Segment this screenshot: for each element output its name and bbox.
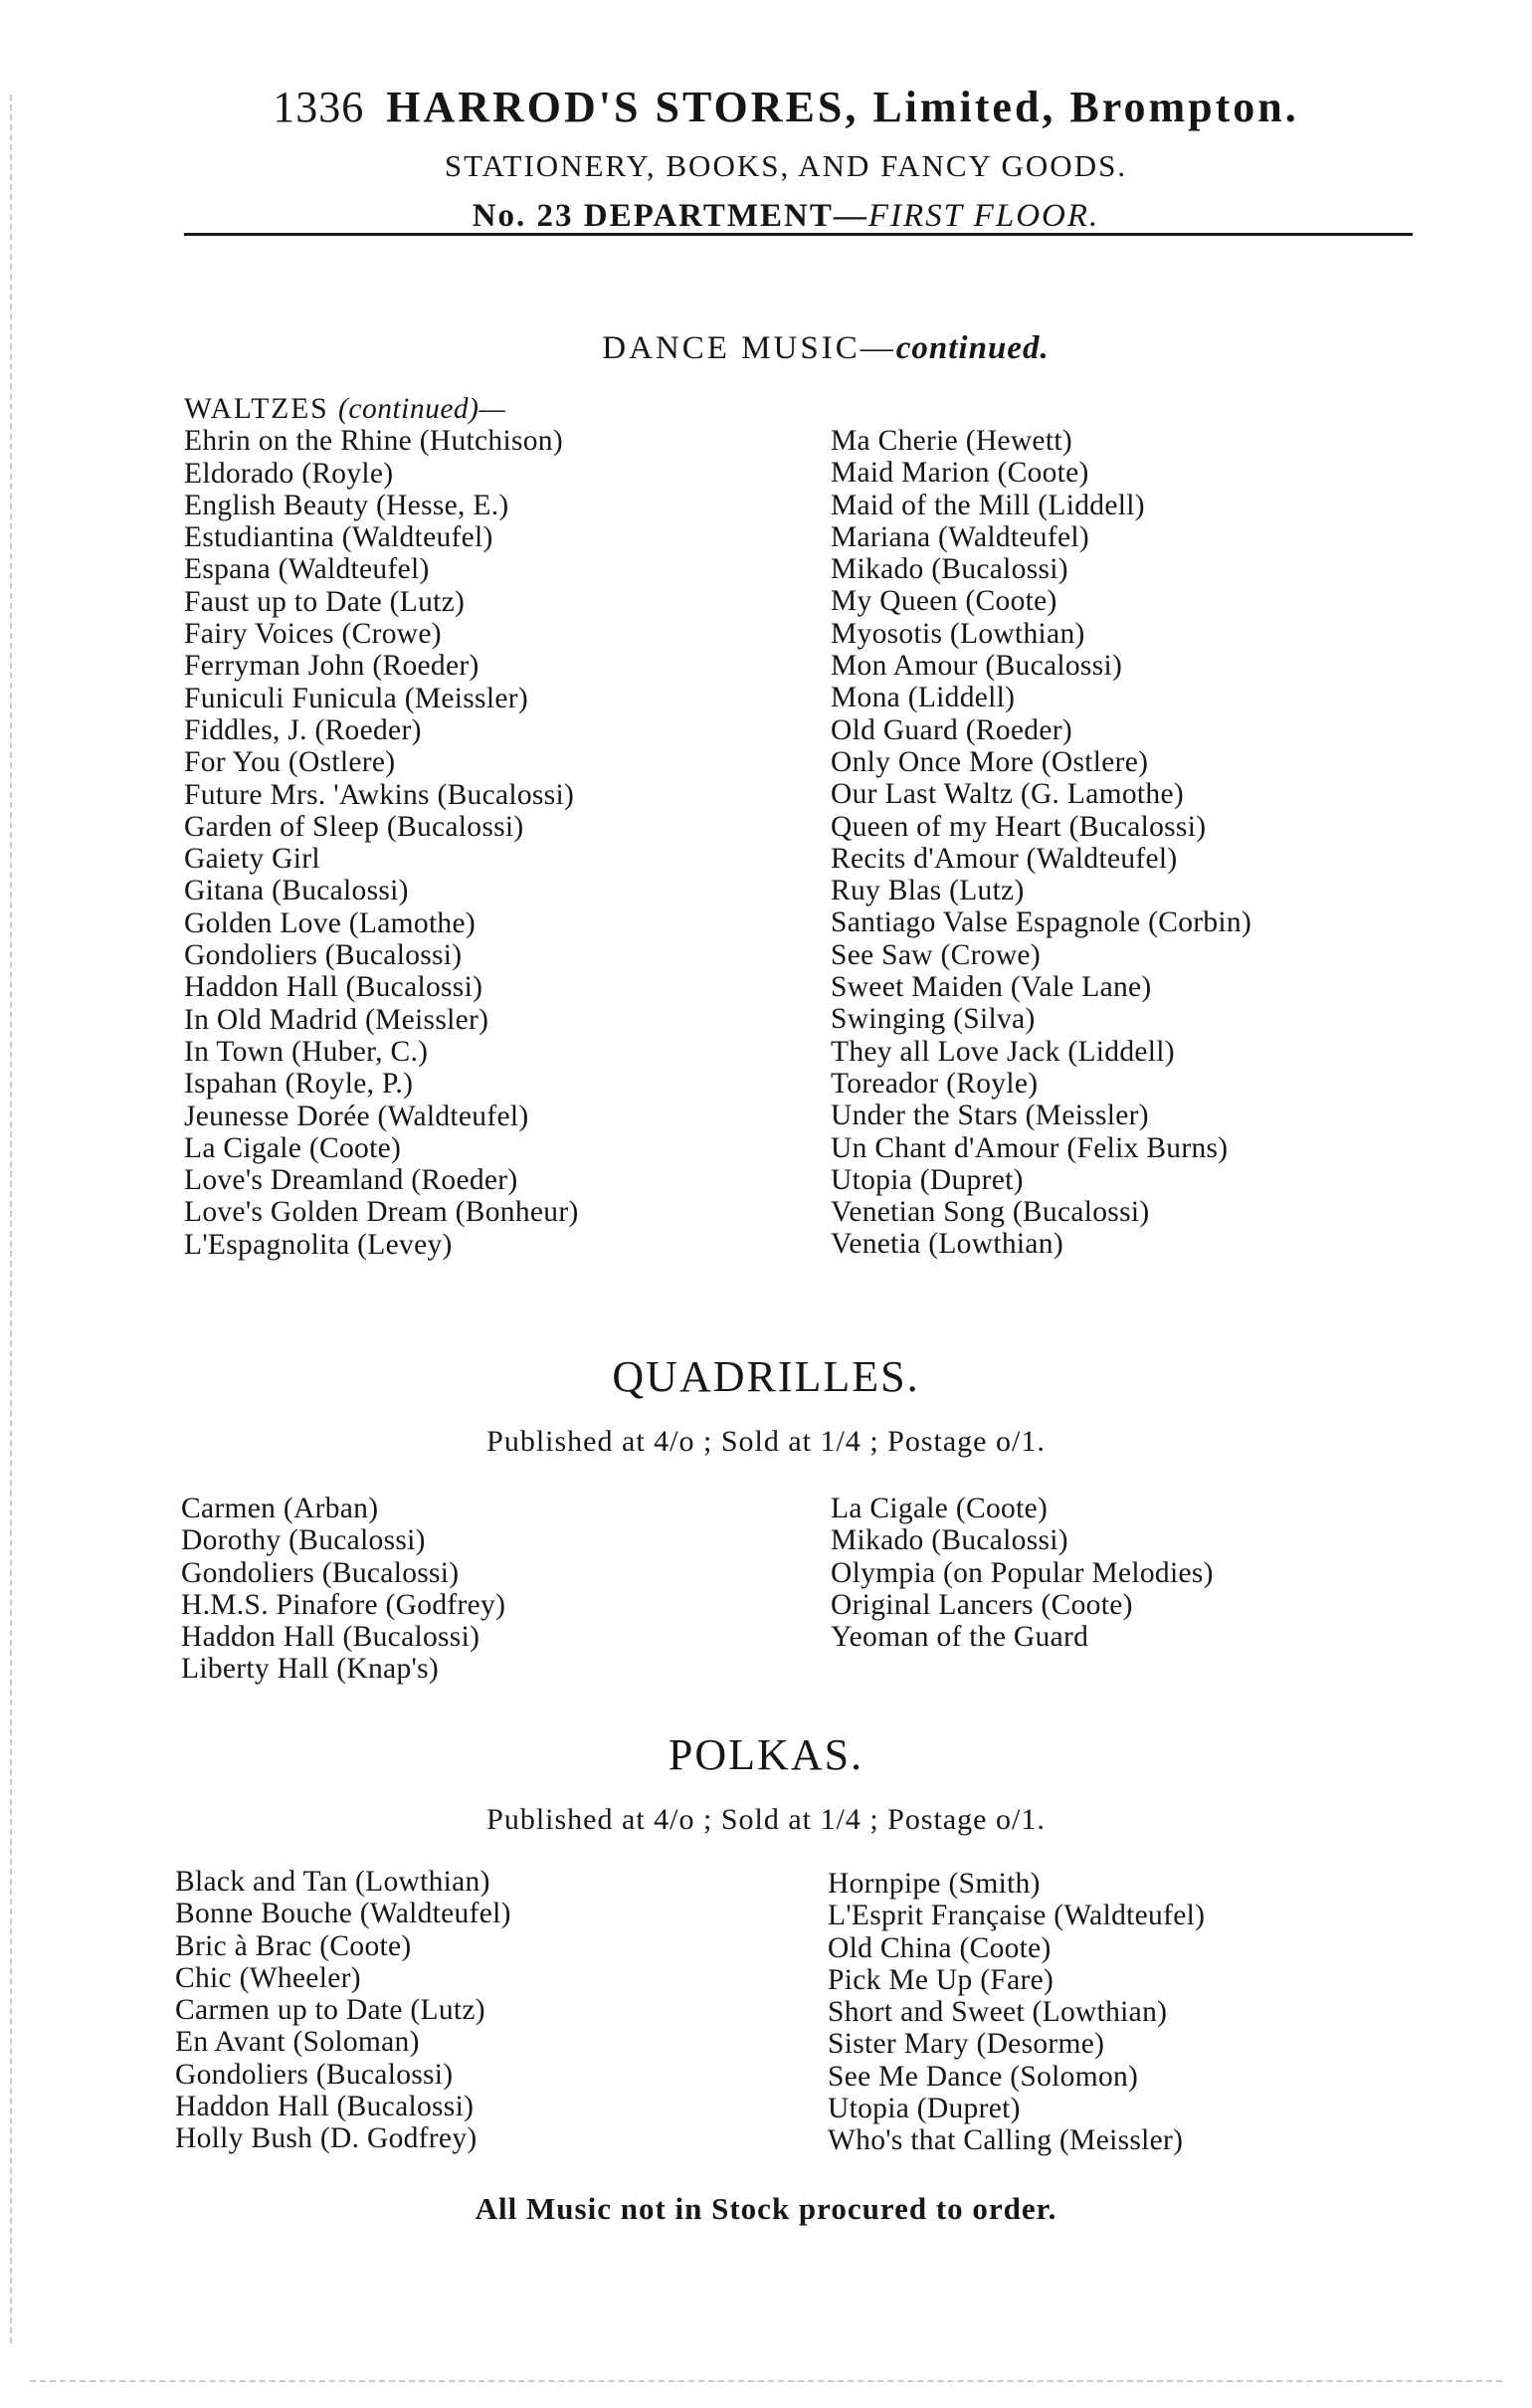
- list-item: Short and Sweet (Lowthian): [828, 1996, 1168, 2029]
- waltzes-right-list: [831, 425, 1251, 1261]
- list-item: Mikado (Bucalossi): [831, 553, 1068, 586]
- list-item: Carmen (Arban): [181, 1493, 379, 1524]
- quadrilles-title: QUADRILLES.: [612, 1352, 920, 1401]
- list-item: Gondoliers (Bucalossi): [175, 2058, 454, 2091]
- page-header: [169, 82, 1403, 235]
- list-item: Pick Me Up (Fare): [828, 1963, 1054, 1996]
- list-item: Haddon Hall (Bucalossi): [181, 1621, 480, 1654]
- list-item: Faust up to Date (Lutz): [184, 585, 466, 618]
- polkas-price: Published at 4/o ; Sold at 1/4 ; Postage o/1.: [486, 1803, 1046, 1836]
- list-item: Queen of my Heart (Bucalossi): [831, 810, 1207, 843]
- list-item: Bonne Bouche (Waldteufel): [175, 1898, 511, 1930]
- list-item: Ruy Blas (Lutz): [831, 875, 1025, 907]
- quadrilles-right-column: [831, 1493, 1214, 1653]
- store-name: HARROD'S STORES, Limited, Brompton.: [386, 83, 1299, 131]
- list-item: H.M.S. Pinafore (Godfrey): [181, 1588, 506, 1621]
- list-item: See Me Dance (Solomon): [828, 2060, 1139, 2093]
- waltzes-subhead: [184, 393, 579, 425]
- list-item: Mikado (Bucalossi): [831, 1524, 1068, 1557]
- list-item: La Cigale (Coote): [831, 1493, 1049, 1524]
- list-item: My Queen (Coote): [831, 585, 1057, 618]
- list-item: Mariana (Waldteufel): [831, 520, 1089, 553]
- polkas-left-column: [175, 1866, 511, 2155]
- list-item: Our Last Waltz (G. Lamothe): [831, 778, 1184, 811]
- bottom-margin-rule: [30, 2380, 1502, 2382]
- list-item: Toreador (Royle): [831, 1067, 1039, 1100]
- list-item: L'Esprit Française (Waldteufel): [828, 1900, 1206, 1932]
- dance-music-title: [0, 330, 1532, 367]
- list-item: Love's Dreamland (Roeder): [184, 1164, 518, 1197]
- list-item: Only Once More (Ostlere): [831, 745, 1149, 778]
- list-item: They all Love Jack (Liddell): [831, 1035, 1175, 1068]
- list-item: Yeoman of the Guard: [831, 1621, 1089, 1654]
- list-item: Haddon Hall (Bucalossi): [175, 2091, 475, 2123]
- list-item: Hornpipe (Smith): [828, 1868, 1041, 1900]
- list-item: Recits d'Amour (Waldteufel): [831, 842, 1178, 875]
- department-description: STATIONERY, BOOKS, AND FANCY GOODS.: [444, 148, 1128, 183]
- page-number: 1336: [273, 83, 365, 131]
- list-item: Eldorado (Royle): [184, 457, 394, 490]
- quadrilles-right-list: [831, 1493, 1214, 1653]
- list-item: Chic (Wheeler): [175, 1961, 361, 1994]
- dance-music-title-continued: continued.: [895, 330, 1050, 366]
- list-item: Funiculi Funicula (Meissler): [184, 682, 528, 714]
- list-item: Ehrin on the Rhine (Hutchison): [184, 425, 563, 458]
- list-item: Gaiety Girl: [184, 843, 320, 876]
- list-item: Myosotis (Lowthian): [831, 617, 1085, 650]
- list-item: Venetia (Lowthian): [831, 1228, 1063, 1261]
- department-number: No. 23 DEPARTMENT—: [472, 198, 868, 234]
- list-item: Dorothy (Bucalossi): [181, 1524, 426, 1557]
- list-item: Utopia (Dupret): [831, 1163, 1024, 1196]
- list-item: Liberty Hall (Knap's): [181, 1653, 440, 1686]
- list-item: Mon Amour (Bucalossi): [831, 650, 1123, 683]
- list-item: Gondoliers (Bucalossi): [181, 1556, 460, 1589]
- footer-note: All Music not in Stock procured to order.: [475, 2191, 1057, 2226]
- list-item: Maid of the Mill (Liddell): [831, 489, 1145, 521]
- waltzes-right-column: [831, 425, 1251, 1261]
- list-item: Mona (Liddell): [831, 682, 1016, 714]
- list-item: Ferryman John (Roeder): [184, 650, 479, 683]
- list-item: English Beauty (Hesse, E.): [184, 489, 509, 521]
- list-item: Bric à Brac (Coote): [175, 1929, 412, 1962]
- list-item: Fiddles, J. (Roeder): [184, 713, 422, 746]
- polkas-right-list: [828, 1868, 1205, 2157]
- list-item: In Old Madrid (Meissler): [184, 1003, 489, 1036]
- list-item: Old Guard (Roeder): [831, 713, 1072, 746]
- dance-music-title-text: DANCE MUSIC—: [602, 330, 896, 366]
- left-margin-rule: [10, 95, 12, 2343]
- list-item: L'Espagnolita (Levey): [184, 1228, 453, 1261]
- list-item: Black and Tan (Lowthian): [175, 1866, 490, 1898]
- list-item: Santiago Valse Espagnole (Corbin): [831, 906, 1252, 939]
- quadrilles-left-list: [181, 1493, 505, 1686]
- list-item: Haddon Hall (Bucalossi): [184, 971, 483, 1004]
- list-item: Utopia (Dupret): [828, 2093, 1021, 2125]
- list-item: La Cigale (Coote): [184, 1131, 402, 1164]
- list-item: Gitana (Bucalossi): [184, 875, 409, 907]
- list-item: Golden Love (Lamothe): [184, 906, 477, 939]
- header-rule: [184, 233, 1413, 236]
- list-item: Holly Bush (D. Godfrey): [175, 2122, 478, 2155]
- list-item: En Avant (Soloman): [175, 2026, 420, 2059]
- header-title-line: [169, 82, 1403, 132]
- list-item: Estudiantina (Waldteufel): [184, 521, 493, 554]
- list-item: Olympia (on Popular Melodies): [831, 1556, 1214, 1589]
- list-item: Venetian Song (Bucalossi): [831, 1196, 1150, 1229]
- polkas-right-column: [828, 1868, 1205, 2157]
- quadrilles-left-column: [181, 1493, 505, 1686]
- list-item: Jeunesse Dorée (Waldteufel): [184, 1100, 529, 1132]
- department-floor: FIRST FLOOR.: [867, 198, 1100, 234]
- list-item: In Town (Huber, C.): [184, 1035, 429, 1068]
- department-number-line: [169, 198, 1403, 235]
- waltzes-left-column: [184, 393, 579, 1261]
- list-item: For You (Ostlere): [184, 746, 396, 779]
- list-item: Ma Cherie (Hewett): [831, 425, 1072, 457]
- list-item: Gondoliers (Bucalossi): [184, 939, 463, 972]
- list-item: Fairy Voices (Crowe): [184, 618, 442, 651]
- polkas-title: POLKAS.: [668, 1730, 864, 1779]
- list-item: Garden of Sleep (Bucalossi): [184, 810, 524, 843]
- waltzes-left-list: [184, 425, 579, 1261]
- waltzes-subhead-continued: (continued)—: [338, 393, 506, 425]
- list-item: Maid Marion (Coote): [831, 457, 1089, 490]
- waltzes-subhead-text: WALTZES: [184, 393, 339, 425]
- list-item: Original Lancers (Coote): [831, 1588, 1133, 1621]
- list-item: Carmen up to Date (Lutz): [175, 1994, 485, 2027]
- list-item: See Saw (Crowe): [831, 938, 1041, 971]
- list-item: Future Mrs. 'Awkins (Bucalossi): [184, 778, 575, 811]
- list-item: Sister Mary (Desorme): [828, 2028, 1105, 2061]
- list-item: Who's that Calling (Meissler): [828, 2124, 1184, 2157]
- list-item: Love's Golden Dream (Bonheur): [184, 1196, 579, 1229]
- list-item: Espana (Waldteufel): [184, 553, 430, 586]
- list-item: Sweet Maiden (Vale Lane): [831, 971, 1152, 1004]
- polkas-left-list: [175, 1866, 511, 2155]
- list-item: Under the Stars (Meissler): [831, 1100, 1149, 1132]
- list-item: Ispahan (Royle, P.): [184, 1068, 414, 1101]
- list-item: Un Chant d'Amour (Felix Burns): [831, 1131, 1229, 1164]
- quadrilles-price: Published at 4/o ; Sold at 1/4 ; Postage o/1.: [486, 1425, 1046, 1458]
- list-item: Swinging (Silva): [831, 1003, 1036, 1036]
- list-item: Old China (Coote): [828, 1931, 1052, 1964]
